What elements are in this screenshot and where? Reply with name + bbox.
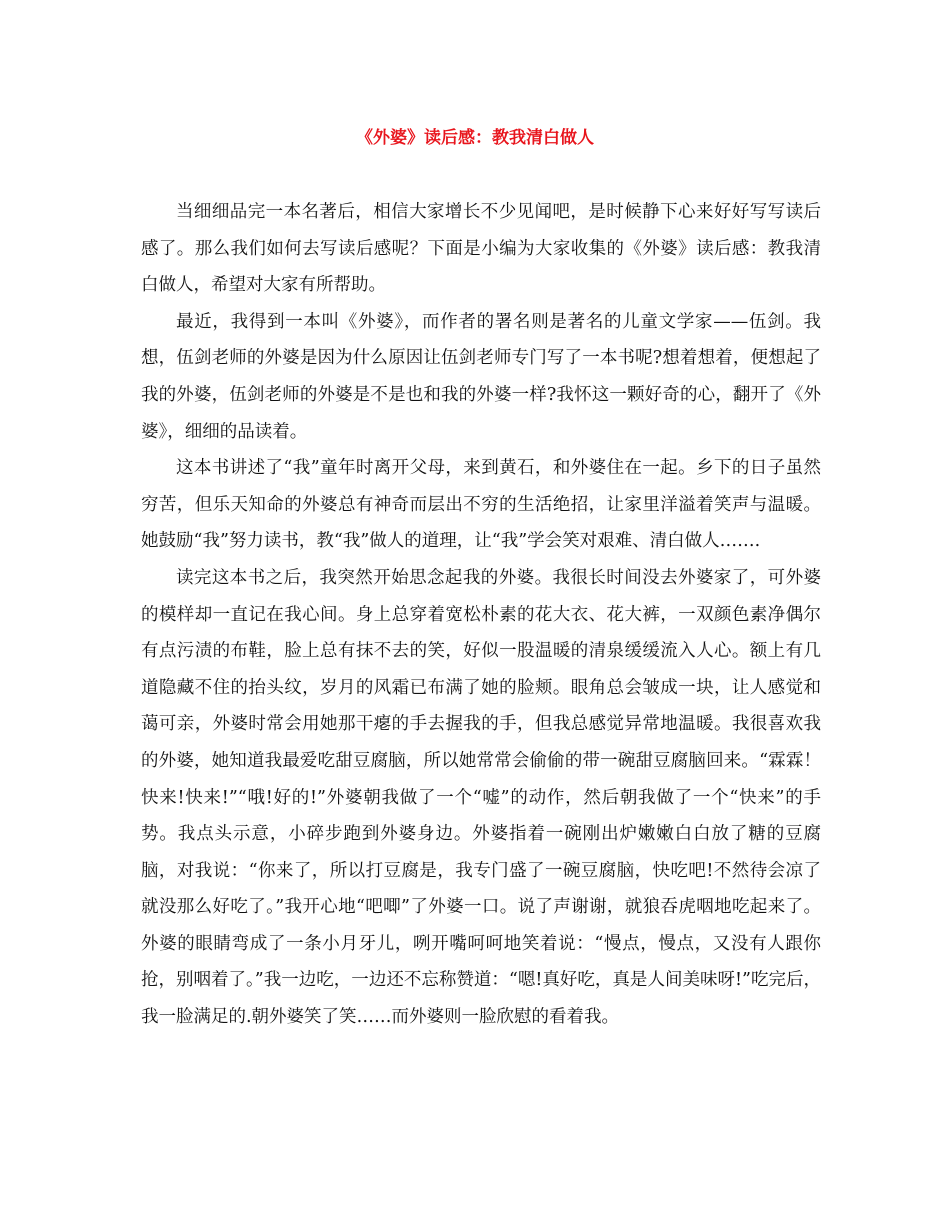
paragraph-book-author: 最近，我得到一本叫《外婆》，而作者的署名则是著名的儿童文学家——伍剑。我想，伍剑老师的外婆是因为什么原因让伍剑老师专门写了一本书呢?想着想着，便想起了我的外婆，伍剑老师的外婆是不是也和我的外婆一样?我怀这一颗好奇的心，翻开了《外婆》，细细的品读着。	[141, 311, 821, 442]
document-body	[141, 194, 821, 1036]
document-title: 《外婆》读后感：教我清白做人	[356, 128, 594, 148]
paragraph-book-summary: 这本书讲述了“我”童年时离开父母，来到黄石，和外婆住在一起。乡下的日子虽然穷苦，但乐天知命的外婆总有神奇而层出不穷的生活绝招，让家里洋溢着笑声与温暖。她鼓励“我”努力读书，教“我”做人的道理，让“我”学会笑对艰难、清白做人…….	[141, 458, 821, 552]
paragraph-intro: 当细细品完一本名著后，相信大家增长不少见闻吧，是时候静下心来好好写写读后感了。那么我们如何去写读后感呢？下面是小编为大家收集的《外婆》读后感：教我清白做人，希望对大家有所帮助。	[141, 202, 821, 296]
paragraph-memories: 读完这本书之后，我突然开始思念起我的外婆。我很长时间没去外婆家了，可外婆的模样却一直记在我心间。身上总穿着宽松朴素的花大衣、花大裤，一双颜色素净偶尔有点污渍的布鞋，脸上总有抹不去的笑，好似一股温暖的清泉缓缓流入人心。额上有几道隐藏不住的抬头纹，岁月的风霜已布满了她的脸颊。眼角总会皱成一块，让人感觉和蔼可亲，外婆时常会用她那干瘪的手去握我的手，但我总感觉异常地温暖。我很喜欢我的外婆，她知道我最爱吃甜豆腐脑，所以她常常会偷偷的带一碗甜豆腐脑回来。“霖霖！快来!快来!”“哦!好的!”外婆朝我做了一个“嘘”的动作，然后朝我做了一个“快来”的手势。我点头示意，小碎步跑到外婆身边。外婆指着一碗刚出炉嫩嫩白白放了糖的豆腐脑，对我说：“你来了，所以打豆腐是，我专门盛了一碗豆腐脑，快吃吧!不然待会凉了就没那么好吃了。”我开心地“吧唧”了外婆一口。说了声谢谢，就狼吞虎咽地吃起来了。外婆的眼睛弯成了一条小月牙儿，咧开嘴呵呵地笑着说：“慢点，慢点，又没有人跟你抢，别咽着了。”我一边吃，一边还不忘称赞道：“嗯!真好吃，真是人间美味呀!”吃完后，我一脸满足的.朝外婆笑了笑……而外婆则一脸欣慰的看着我。	[141, 567, 821, 1028]
